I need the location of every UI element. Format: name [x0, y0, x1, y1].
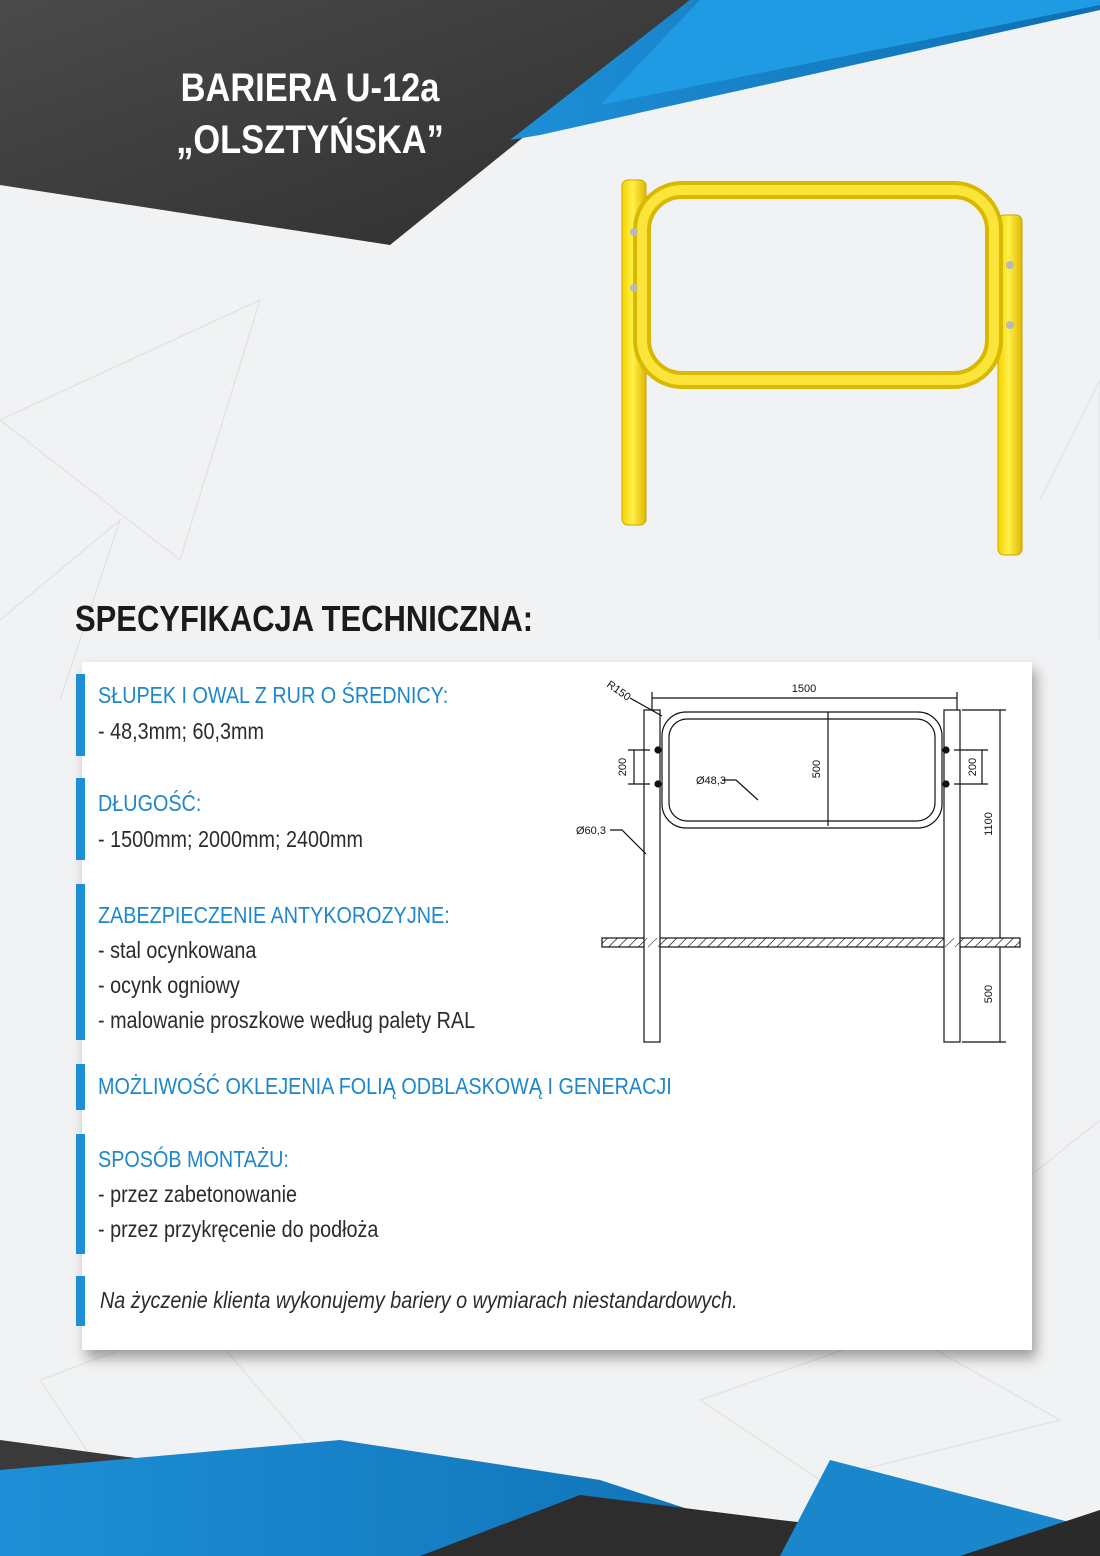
title-line-1: BARIERA U-12a: [180, 66, 440, 110]
section-line: - 48,3mm; 60,3mm: [98, 718, 264, 744]
accent-bar: [76, 674, 85, 756]
section-title: SŁUPEK I OWAL Z RUR O ŚREDNICY:: [98, 682, 449, 708]
accent-bar: [76, 778, 85, 860]
left-post: [644, 710, 660, 1042]
width-label: 1500: [791, 683, 817, 695]
section-line: - malowanie proszkowe według palety RAL: [98, 1007, 476, 1033]
section-line: - przez zabetonowanie: [98, 1181, 298, 1207]
spec-card: [82, 662, 1032, 1350]
custom-note: Na życzenie klienta wykonujemy bariery o wymiarach niestandardowych.: [100, 1287, 738, 1313]
barrier-photo: [600, 170, 1050, 570]
section-line: - ocynk ogniowy: [98, 972, 240, 998]
oval-diameter-label: Ø48,3: [696, 775, 726, 787]
section-title: ZABEZPIECZENIE ANTYKOROZYJNE:: [98, 902, 450, 928]
section-title: DŁUGOŚĆ:: [98, 790, 202, 816]
section-title: MOŻLIWOŚĆ OKLEJENIA FOLIĄ ODBLASKOWĄ I GENERACJI: [98, 1073, 672, 1099]
section-line: - przez przykręcenie do podłoża: [98, 1216, 379, 1242]
spec-heading: SPECYFIKACJA TECHNICZNA:: [75, 598, 534, 639]
radius-label: R150: [604, 678, 633, 704]
spacing-right-label: 200: [967, 757, 979, 777]
ground-depth-label: 500: [983, 984, 995, 1004]
spacing-left-label: 200: [617, 757, 629, 777]
accent-bar: [76, 884, 85, 1040]
section-line: - stal ocynkowana: [98, 937, 257, 963]
section-title: SPOSÓB MONTAŻU:: [98, 1146, 289, 1172]
height-label: 1100: [983, 812, 995, 836]
right-post: [944, 710, 960, 1042]
accent-bar: [76, 1134, 85, 1254]
product-title: [129, 62, 490, 166]
accent-bar: [76, 1064, 85, 1110]
oval-inner: [669, 719, 935, 821]
oval-height-label: 500: [811, 759, 823, 779]
section-line: - 1500mm; 2000mm; 2400mm: [98, 826, 363, 852]
post-diameter-label: Ø60,3: [576, 825, 606, 837]
oval-outer: [662, 712, 942, 828]
accent-bar: [76, 1276, 85, 1326]
technical-drawing: [576, 676, 1027, 1056]
title-line-2: „OLSZTYŃSKA”: [176, 118, 444, 162]
